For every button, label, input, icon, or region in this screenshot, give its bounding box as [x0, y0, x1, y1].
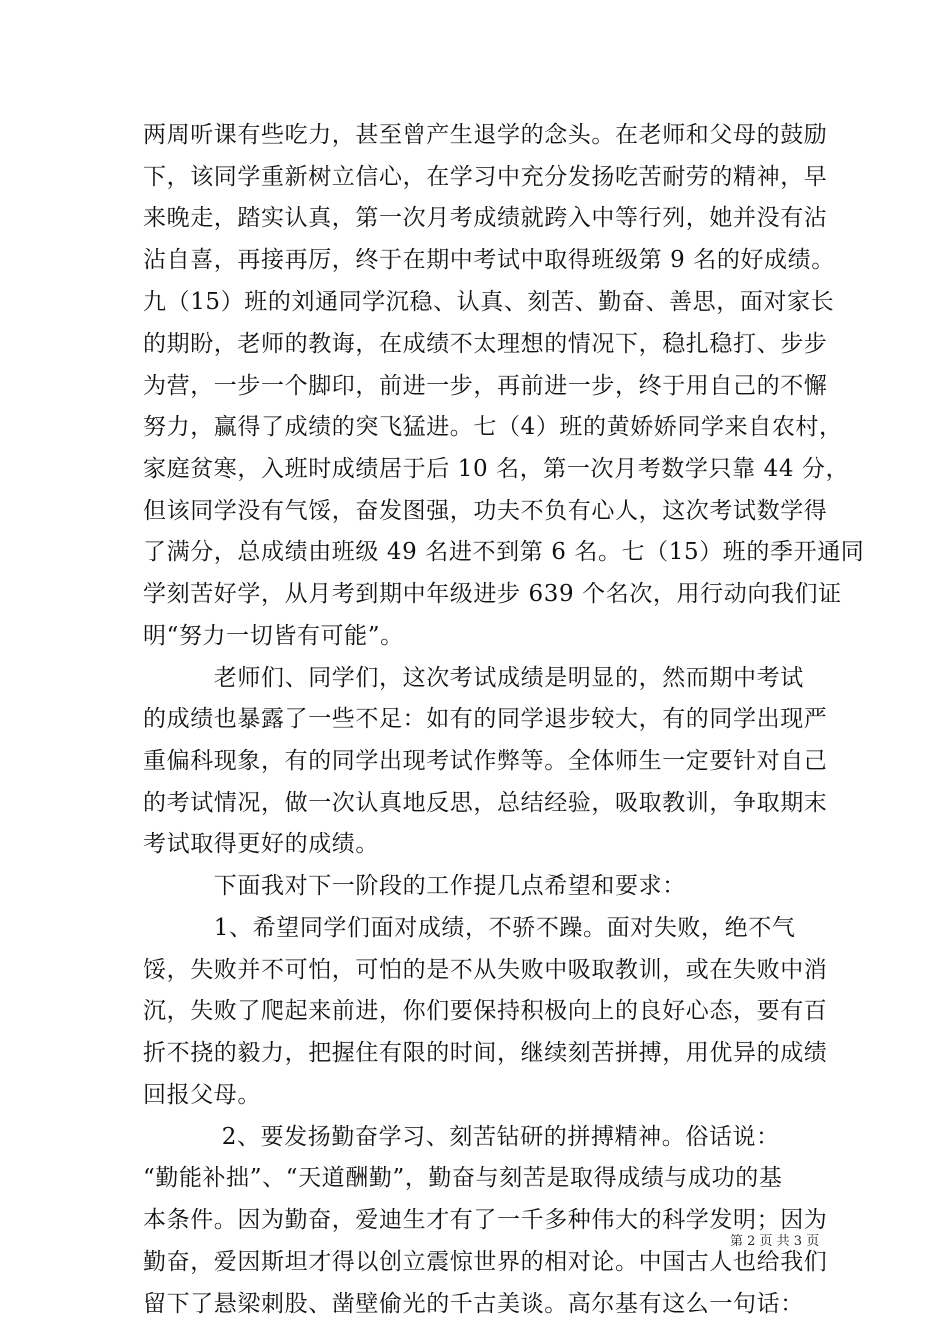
text-line: 了满分，总成绩由班级 49 名进不到第 6 名。七（15）班的季开通同	[143, 539, 865, 565]
text-line: 学刻苦好学，从月考到期中年级进步 639 个名次，用行动向我们证	[143, 581, 842, 607]
text-line: 下面我对下一阶段的工作提几点希望和要求：	[143, 873, 686, 899]
text-line: 但该同学没有气馁，奋发图强，功夫不负有心人，这次考试数学得	[143, 498, 828, 524]
page-number: 第 2 页 共 3 页	[730, 1234, 820, 1249]
text-line: 留下了悬梁刺股、凿壁偷光的千古美谈。高尔基有这么一句话：	[143, 1291, 804, 1317]
text-line: 1、希望同学们面对成绩，不骄不躁。面对失败，绝不气	[143, 915, 796, 941]
text-line: 沉，失败了爬起来前进，你们要保持积极向上的良好心态，要有百	[143, 998, 828, 1024]
text-line: 为营，一步一个脚印，前进一步，再前进一步，终于用自己的不懈	[143, 373, 828, 399]
text-line: 2、要发扬勤奋学习、刻苦钻研的拼搏精神。俗话说：	[143, 1124, 780, 1150]
text-line: 的成绩也暴露了一些不足：如有的同学退步较大，有的同学出现严	[143, 706, 828, 732]
text-line: 勤奋，爱因斯坦才得以创立震惊世界的相对论。中国古人也给我们	[143, 1249, 828, 1275]
text-line: 馁，失败并不可怕，可怕的是不从失败中吸取教训，或在失败中消	[143, 957, 828, 983]
text-line: “勤能补拙”、“天道酬勤”，勤奋与刻苦是取得成绩与成功的基	[143, 1165, 783, 1191]
text-line: 家庭贫寒，入班时成绩居于后 10 名，第一次月考数学只靠 44 分，	[143, 456, 850, 482]
text-line: 明“努力一切皆有可能”。	[143, 623, 404, 649]
text-line: 回报父母。	[143, 1082, 261, 1108]
text-line: 考试取得更好的成绩。	[143, 831, 379, 857]
text-line: 下，该同学重新树立信心，在学习中充分发扬吃苦耐劳的精神，早	[143, 164, 828, 190]
text-line: 本条件。因为勤奋，爱迪生才有了一千多种伟大的科学发明；因为	[143, 1207, 828, 1233]
text-line: 九（15）班的刘通同学沉稳、认真、刻苦、勤奋、善思，面对家长	[143, 289, 835, 315]
text-line: 的期盼，老师的教诲，在成绩不太理想的情况下，稳扎稳打、步步	[143, 331, 828, 357]
text-line: 两周听课有些吃力，甚至曾产生退学的念头。在老师和父母的鼓励	[143, 122, 828, 148]
text-line: 重偏科现象，有的同学出现考试作弊等。全体师生一定要针对自己	[143, 748, 828, 774]
text-line: 折不挠的毅力，把握住有限的时间，继续刻苦拼搏，用优异的成绩	[143, 1040, 828, 1066]
text-line: 的考试情况，做一次认真地反思，总结经验，吸取教训，争取期末	[143, 790, 828, 816]
text-line: 沾自喜，再接再厉，终于在期中考试中取得班级第 9 名的好成绩。	[143, 247, 835, 273]
text-line: 老师们、同学们，这次考试成绩是明显的，然而期中考试	[143, 665, 804, 691]
text-line: 努力，赢得了成绩的突飞猛进。七（4）班的黄娇娇同学来自农村，	[143, 414, 843, 440]
text-line: 来晚走，踏实认真，第一次月考成绩就跨入中等行列，她并没有沾	[143, 205, 828, 231]
